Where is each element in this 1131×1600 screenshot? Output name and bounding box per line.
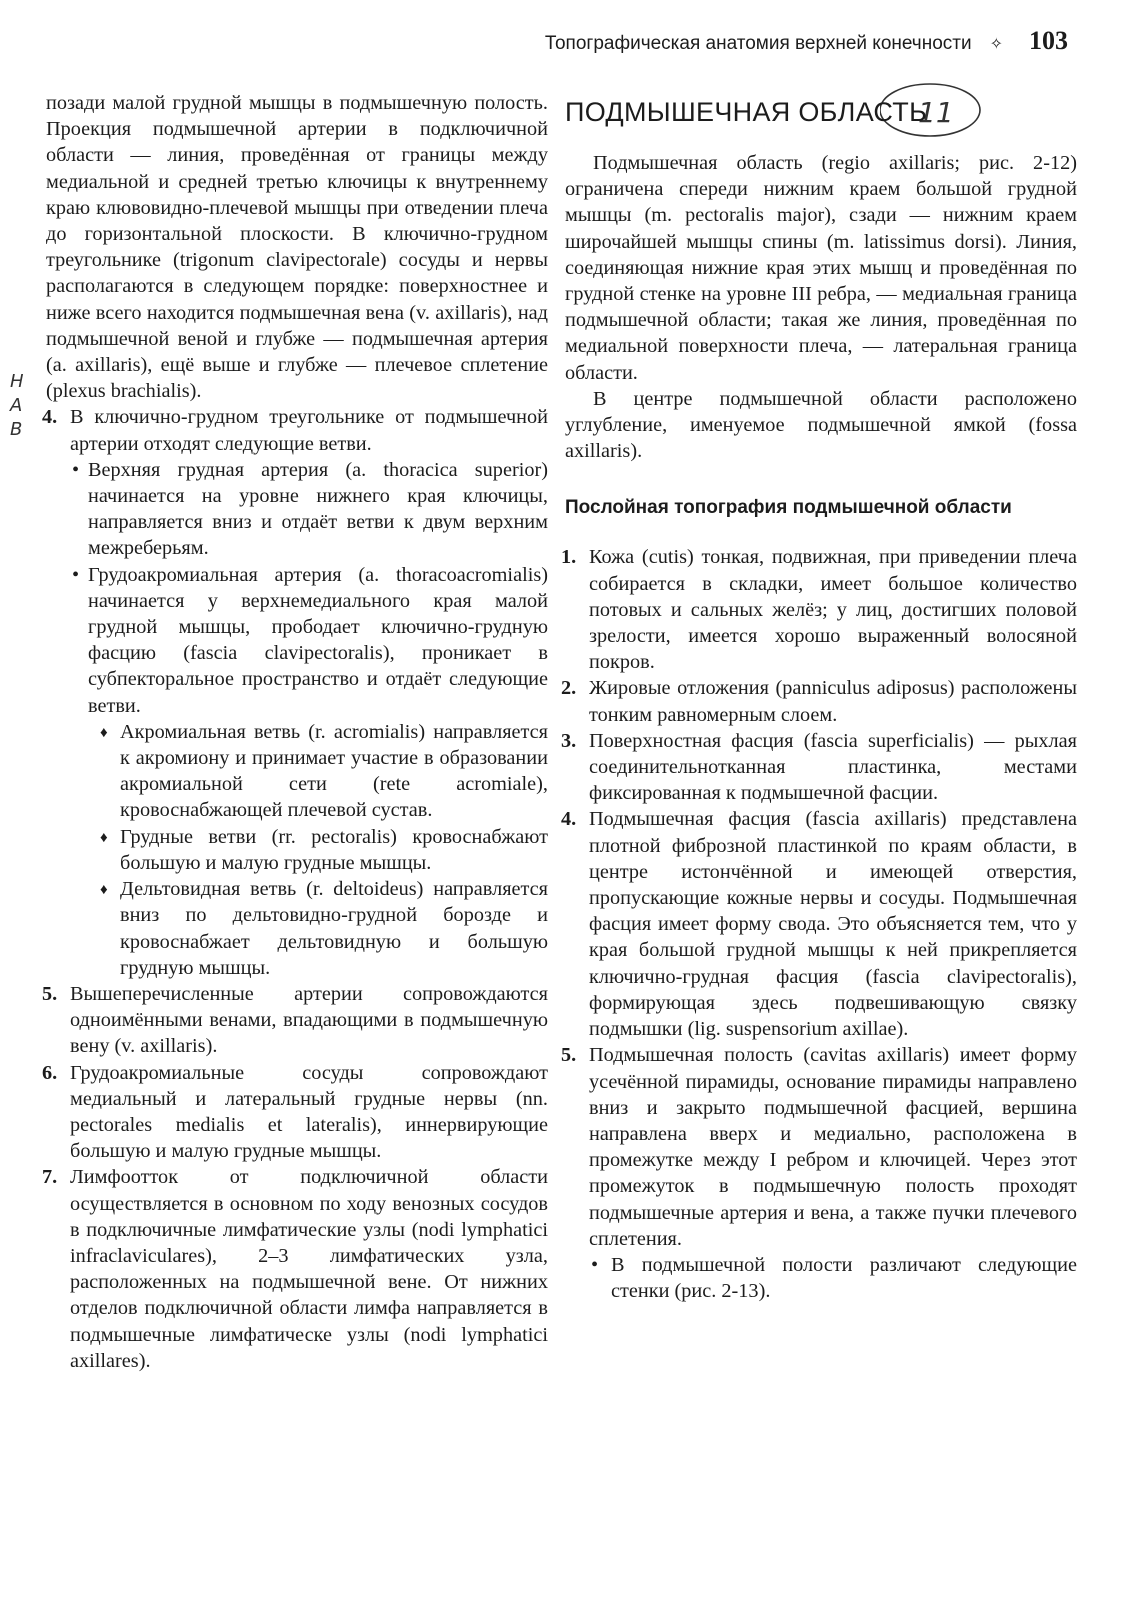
- bullet-text: Грудоакромиальная артерия (a. thoracoacromialis) начинается у верхнемедиального края малой грудной мышцы, прободает ключично-грудную фасцию (fascia clavipectoralis), проникает в субпекторальное пространство и отдаёт следующие ветви.: [88, 563, 548, 717]
- bullet-marker: •: [591, 1253, 599, 1276]
- list-number: 5.: [561, 1044, 577, 1067]
- list-item-4: [42, 404, 548, 456]
- list-text: Кожа (cutis) тонкая, подвижная, при приведении плеча собирается в складки, имеет большое количество потовых и сальных желёз; у лиц, достигших половой зрелости, имеется хорошо выраженный волосяной покров.: [589, 546, 1077, 674]
- bullet-text: Верхняя грудная артерия (a. thoracica superior) начинается на уровне нижнего края ключицы, направляется вниз и отдаёт ветви к двум верхним межреберьям.: [88, 458, 548, 560]
- list-item-1: [561, 544, 1077, 675]
- bullet-marker: •: [72, 458, 80, 481]
- sub-bullet-text: Акромиальная ветвь (r. acromialis) направляется к акромиону и принимает участие в образовании акромиальной сети (rete acromiale), кровоснабжающей плечевой сустав.: [120, 720, 548, 822]
- page-number: 103: [1029, 26, 1068, 55]
- circled-number: 11: [918, 96, 954, 129]
- list-number: 4.: [42, 406, 58, 429]
- sub-bullet-item: [46, 876, 548, 981]
- list-number: 2.: [561, 677, 577, 700]
- margin-note-letter: В: [10, 419, 23, 440]
- list-text: Поверхностная фасция (fascia superficialis) — рыхлая соединительнотканная пластинка, местами фиксированная к подмышечной фасции.: [589, 729, 1077, 805]
- bullet-text: В подмышечной полости различают следующие стенки (рис. 2-13).: [611, 1253, 1077, 1303]
- subsection-title: Послойная топография подмышечной области: [565, 497, 1012, 519]
- list-item-7: [42, 1164, 548, 1374]
- sub-bullet-text: Дельтовидная ветвь (r. deltoideus) направляется вниз по дельтовидно-грудной борозде и кровоснабжает дельтовидную и большую грудную мышцы.: [120, 878, 548, 979]
- list-number: 6.: [42, 1061, 58, 1084]
- list-text: Грудоакромиальные сосуды сопровождают медиальный и латеральный грудные нервы (nn. pectorales medialis et lateralis), иннервирующие большую и малую грудные мышцы.: [70, 1061, 548, 1163]
- list-item-6: [42, 1060, 548, 1165]
- list-item-5: [561, 1042, 1077, 1252]
- paragraph: В центре подмышечной области расположено углубление, именуемое подмышечной ямкой (fossa axillaris).: [565, 387, 1077, 463]
- running-header: [0, 26, 1068, 56]
- diamond-marker: ♦: [100, 882, 108, 899]
- bullet-item: [46, 562, 548, 719]
- list-text: В ключично-грудном треугольнике от подмышечной артерии отходят следующие ветви.: [70, 406, 548, 455]
- margin-note-letter: Н: [10, 371, 24, 392]
- list-number: 3.: [561, 729, 577, 752]
- intro-paragraph: позади малой грудной мышцы в подмышечную полость. Проекция подмышечной артерии в подключичной области — линия, проведённая от границы между медиальной и средней третью ключицы к внутреннему краю клювовидно-плечевой мышцы при отведении плеча до горизонтальной плоскости. В ключично-грудном треугольнике (trigonum clavipectorale) сосуды и нервы располагаются в следующем порядке: поверхностнее и ниже всего находится подмышечная вена (v. axillaris), над подмышечной веной и глубже — подмышечная артерия (a. axillaris), ещё выше и глубже — плечевое сплетение (plexus brachialis).: [46, 92, 548, 403]
- sub-bullet-text: Грудные ветви (rr. pectoralis) кровоснабжают большую и малую грудные мышцы.: [120, 825, 548, 874]
- separator-ornament: ✧: [989, 36, 1003, 53]
- list-text: Жировые отложения (panniculus adiposus) расположены тонким равномерным слоем.: [589, 677, 1077, 726]
- list-number: 7.: [42, 1166, 58, 1189]
- list-number: 4.: [561, 808, 577, 831]
- left-column: [42, 90, 548, 1374]
- sub-bullet-item: [46, 719, 548, 824]
- list-number: 5.: [42, 982, 58, 1005]
- list-text: Подмышечная полость (cavitas axillaris) имеет форму усечённой пирамиды, основание пирамиды направлено вниз и закрыто подмышечной фасцией, вершина направлена вверх и медиально, расположена в промежутке между I ребром и ключицей. Через этот промежуток в подмышечную полость проходят подмышечные артерия и вена, а также пучки плечевого сплетения.: [589, 1044, 1077, 1250]
- paragraph: Подмышечная область (regio axillaris; рис. 2-12) ограничена спереди нижним краем большой грудной мышцы (m. pectoralis major), сзади — нижним краем широчайшей мышцы спины (m. latissimus dorsi). Линия, соединяющая нижние края этих мышц и проведённая по грудной стенке на уровне III ребра, — медиальная граница подмышечной области; такая же линия, проведённая по медиальной поверхности плеча, — латеральная граница области.: [565, 152, 1077, 384]
- bullet-item: [565, 1252, 1077, 1304]
- bullet-item: [46, 457, 548, 562]
- list-text: Вышеперечисленные артерии сопровождаются одноимёнными венами, впадающими в подмышечную вену (v. axillaris).: [70, 982, 548, 1058]
- list-item-2: [561, 675, 1077, 727]
- list-number: 1.: [561, 546, 577, 569]
- list-item-4: [561, 806, 1077, 1042]
- list-item-3: [561, 728, 1077, 807]
- section-title: ПОДМЫШЕЧНАЯ ОБЛАСТЬ: [565, 97, 928, 127]
- list-text: Лимфоотток от подключичной области осуществляется в основном по ходу венозных сосудов в подключичные лимфатические узлы (nodi lymphatici infraclaviculares), 2–3 лимфатических узла, расположенных на подмышечной вене. От нижних отделов подключичной области лимфа направляется в подмышечные лимфатическе узлы (nodi lymphatici axillares).: [70, 1166, 548, 1372]
- list-item-5: [42, 981, 548, 1060]
- list-text: Подмышечная фасция (fascia axillaris) представлена плотной фиброзной пластинкой по краям области, в центре истончённой и имеющей отверстия, пропускающие кожные нервы и сосуды. Подмышечная фасция имеет форму свода. Это объясняется тем, что у края большой грудной мышцы к ней прикрепляется ключично-грудная фасция (fascia clavipectoralis), формирующая здесь подвешивающую связку подмышки (lig. suspensorium axillae).: [589, 808, 1077, 1041]
- right-column: [561, 90, 1077, 1304]
- margin-note-letter: А: [10, 395, 23, 416]
- running-title: Топографическая анатомия верхней конечности: [544, 33, 972, 54]
- diamond-marker: ♦: [100, 724, 108, 741]
- sub-bullet-item: [46, 824, 548, 876]
- diamond-marker: ♦: [100, 829, 108, 846]
- bullet-marker: •: [72, 563, 80, 586]
